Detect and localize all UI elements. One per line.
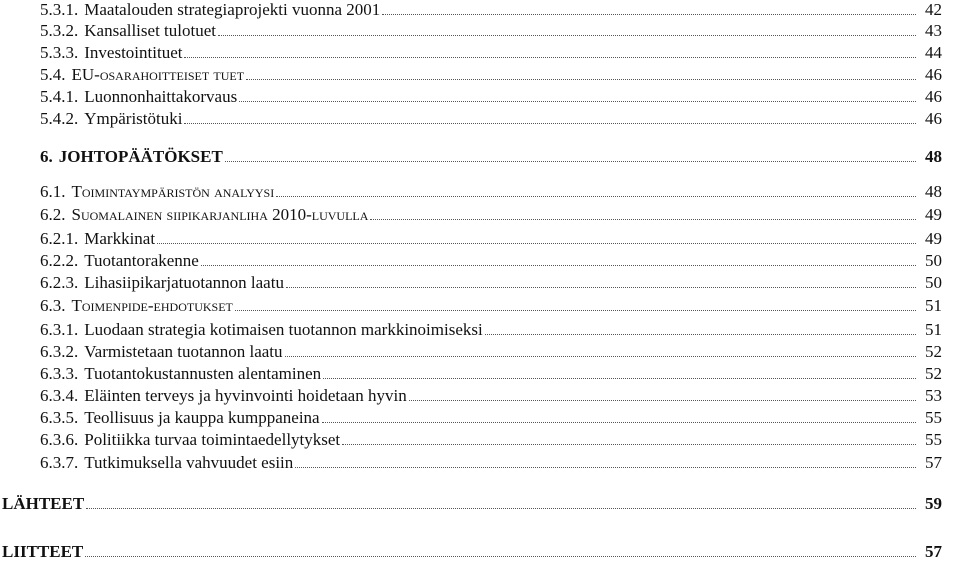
toc-entry-page: 57 [925,453,942,472]
dot-leader [86,508,916,509]
toc-entry-page: 51 [925,296,942,315]
toc-entry-title: EU-osarahoitteiset tuet [71,65,245,84]
toc-entry-title: Luodaan strategia kotimaisen tuotannon markkinoimiseksi [84,320,483,339]
toc-entry-number: 6.3.4. [40,386,79,405]
dot-leader [235,310,916,311]
toc-entry-page: 50 [925,251,942,270]
toc-entry-page: 48 [925,147,942,166]
toc-entry-page: 49 [925,229,942,248]
toc-entry-number: 6.3.5. [40,408,79,427]
toc-entry-title: Toimenpide-ehdotukset [71,296,233,315]
toc-entry-page: 53 [925,386,942,405]
toc-entry-title: Kansalliset tulotuet [84,21,216,40]
toc-entry-page: 43 [925,21,942,40]
toc-entry-page: 46 [925,65,942,84]
toc-entry[interactable] [0,229,942,251]
toc-entry-title: Teollisuus ja kauppa kumppaneina [84,408,320,427]
toc-entry-number: 6.3.2. [40,342,79,361]
toc-entry-title: Tuotantorakenne [84,251,199,270]
toc-entry-number: 6.3.6. [40,430,79,449]
dot-leader [382,14,916,15]
toc-entry[interactable] [0,43,942,65]
toc-entry-title: Maatalouden strategiaprojekti vuonna 2001 [84,0,381,19]
toc-entry-number: 5.4. [40,65,66,84]
toc-entry-title: Varmistetaan tuotannon laatu [84,342,283,361]
toc-entry-number: 5.4.2. [40,109,79,128]
toc-entry[interactable] [0,320,942,342]
toc-entry[interactable] [0,386,942,408]
dot-leader [286,287,916,288]
toc-entry-title: Markkinat [84,229,156,248]
toc-entry-number: 6.1. [40,182,66,201]
toc-entry[interactable] [0,21,942,43]
toc-entry-title: Investointituet [84,43,183,62]
dot-leader [157,243,916,244]
toc-entry-page: 52 [925,364,942,383]
dot-leader [239,101,916,102]
dot-leader [201,265,916,266]
toc-entry-page: 51 [925,320,942,339]
toc-entry-title: Eläinten terveys ja hyvinvointi hoidetaan hyvin [84,386,407,405]
dot-leader [370,219,916,220]
toc-entry-page: 48 [925,182,942,201]
dot-leader [225,161,916,162]
dot-leader [342,444,916,445]
toc-entry-page: 42 [925,0,942,19]
dot-leader [285,356,916,357]
dot-leader [85,556,916,557]
toc-entry-number: 5.3.1. [40,0,79,19]
dot-leader [409,400,916,401]
toc-entry-title: LIITTEET [2,542,84,561]
toc-entry-title: LÄHTEET [2,494,85,513]
toc-entry[interactable] [0,273,942,295]
toc-entry-title: Lihasiipikarjatuotannon laatu [84,273,284,292]
toc-entry-number: 5.3.2. [40,21,79,40]
dot-leader [295,467,916,468]
toc-entry[interactable] [0,408,942,430]
dot-leader [218,35,916,36]
toc-entry[interactable] [0,147,942,169]
toc-entry-page: 46 [925,87,942,106]
toc-entry-number: 6.3. [40,296,66,315]
toc-entry-page: 52 [925,342,942,361]
toc-entry-title: Toimintaympäristön analyysi [71,182,275,201]
toc-entry-number: 6.2. [40,205,66,224]
toc-entry[interactable] [0,251,942,273]
toc-entry-number: 6.2.2. [40,251,79,270]
toc-entry-number: 6.3.3. [40,364,79,383]
toc-entry-page: 59 [925,494,942,513]
toc-entry-title: JOHTOPÄÄTÖKSET [58,147,223,166]
toc-entry[interactable] [0,453,942,475]
toc-entry[interactable] [0,342,942,364]
toc-entry[interactable] [0,0,942,22]
toc-entry-number: 6.3.7. [40,453,79,472]
toc-entry[interactable] [0,65,942,87]
toc-entry[interactable] [0,182,942,204]
toc-entry[interactable] [0,87,942,109]
toc-entry-title: Tuotantokustannusten alentaminen [84,364,322,383]
dot-leader [276,196,916,197]
dot-leader [322,422,916,423]
toc-entry-page: 50 [925,273,942,292]
dot-leader [323,378,916,379]
toc-entry-number: 6.2.1. [40,229,79,248]
toc-entry-page: 57 [925,542,942,561]
dot-leader [246,79,916,80]
toc-entry-page: 55 [925,430,942,449]
toc-entry-number: 5.4.1. [40,87,79,106]
toc-entry-title: Suomalainen siipikarjanliha 2010-luvulla [71,205,369,224]
dot-leader [184,57,916,58]
toc-entry[interactable] [0,109,942,131]
toc-entry-title: Tutkimuksella vahvuudet esiin [84,453,294,472]
toc-entry-number: 6. [40,147,53,166]
toc-entry-page: 44 [925,43,942,62]
toc-entry[interactable] [0,296,942,318]
toc-entry-number: 5.3.3. [40,43,79,62]
toc-entry[interactable] [0,430,942,452]
toc-entry-page: 49 [925,205,942,224]
toc-entry-number: 6.2.3. [40,273,79,292]
toc-entry-title: Luonnonhaittakorvaus [84,87,238,106]
toc-entry[interactable] [0,494,942,516]
toc-entry-page: 46 [925,109,942,128]
toc-entry-title: Ympäristötuki [84,109,183,128]
toc-entry[interactable] [0,542,942,564]
dot-leader [485,334,916,335]
toc-entry-page: 55 [925,408,942,427]
dot-leader [184,123,916,124]
toc-entry-number: 6.3.1. [40,320,79,339]
toc-entry-title: Politiikka turvaa toimintaedellytykset [84,430,341,449]
toc-entry[interactable] [0,205,942,227]
toc-entry[interactable] [0,364,942,386]
